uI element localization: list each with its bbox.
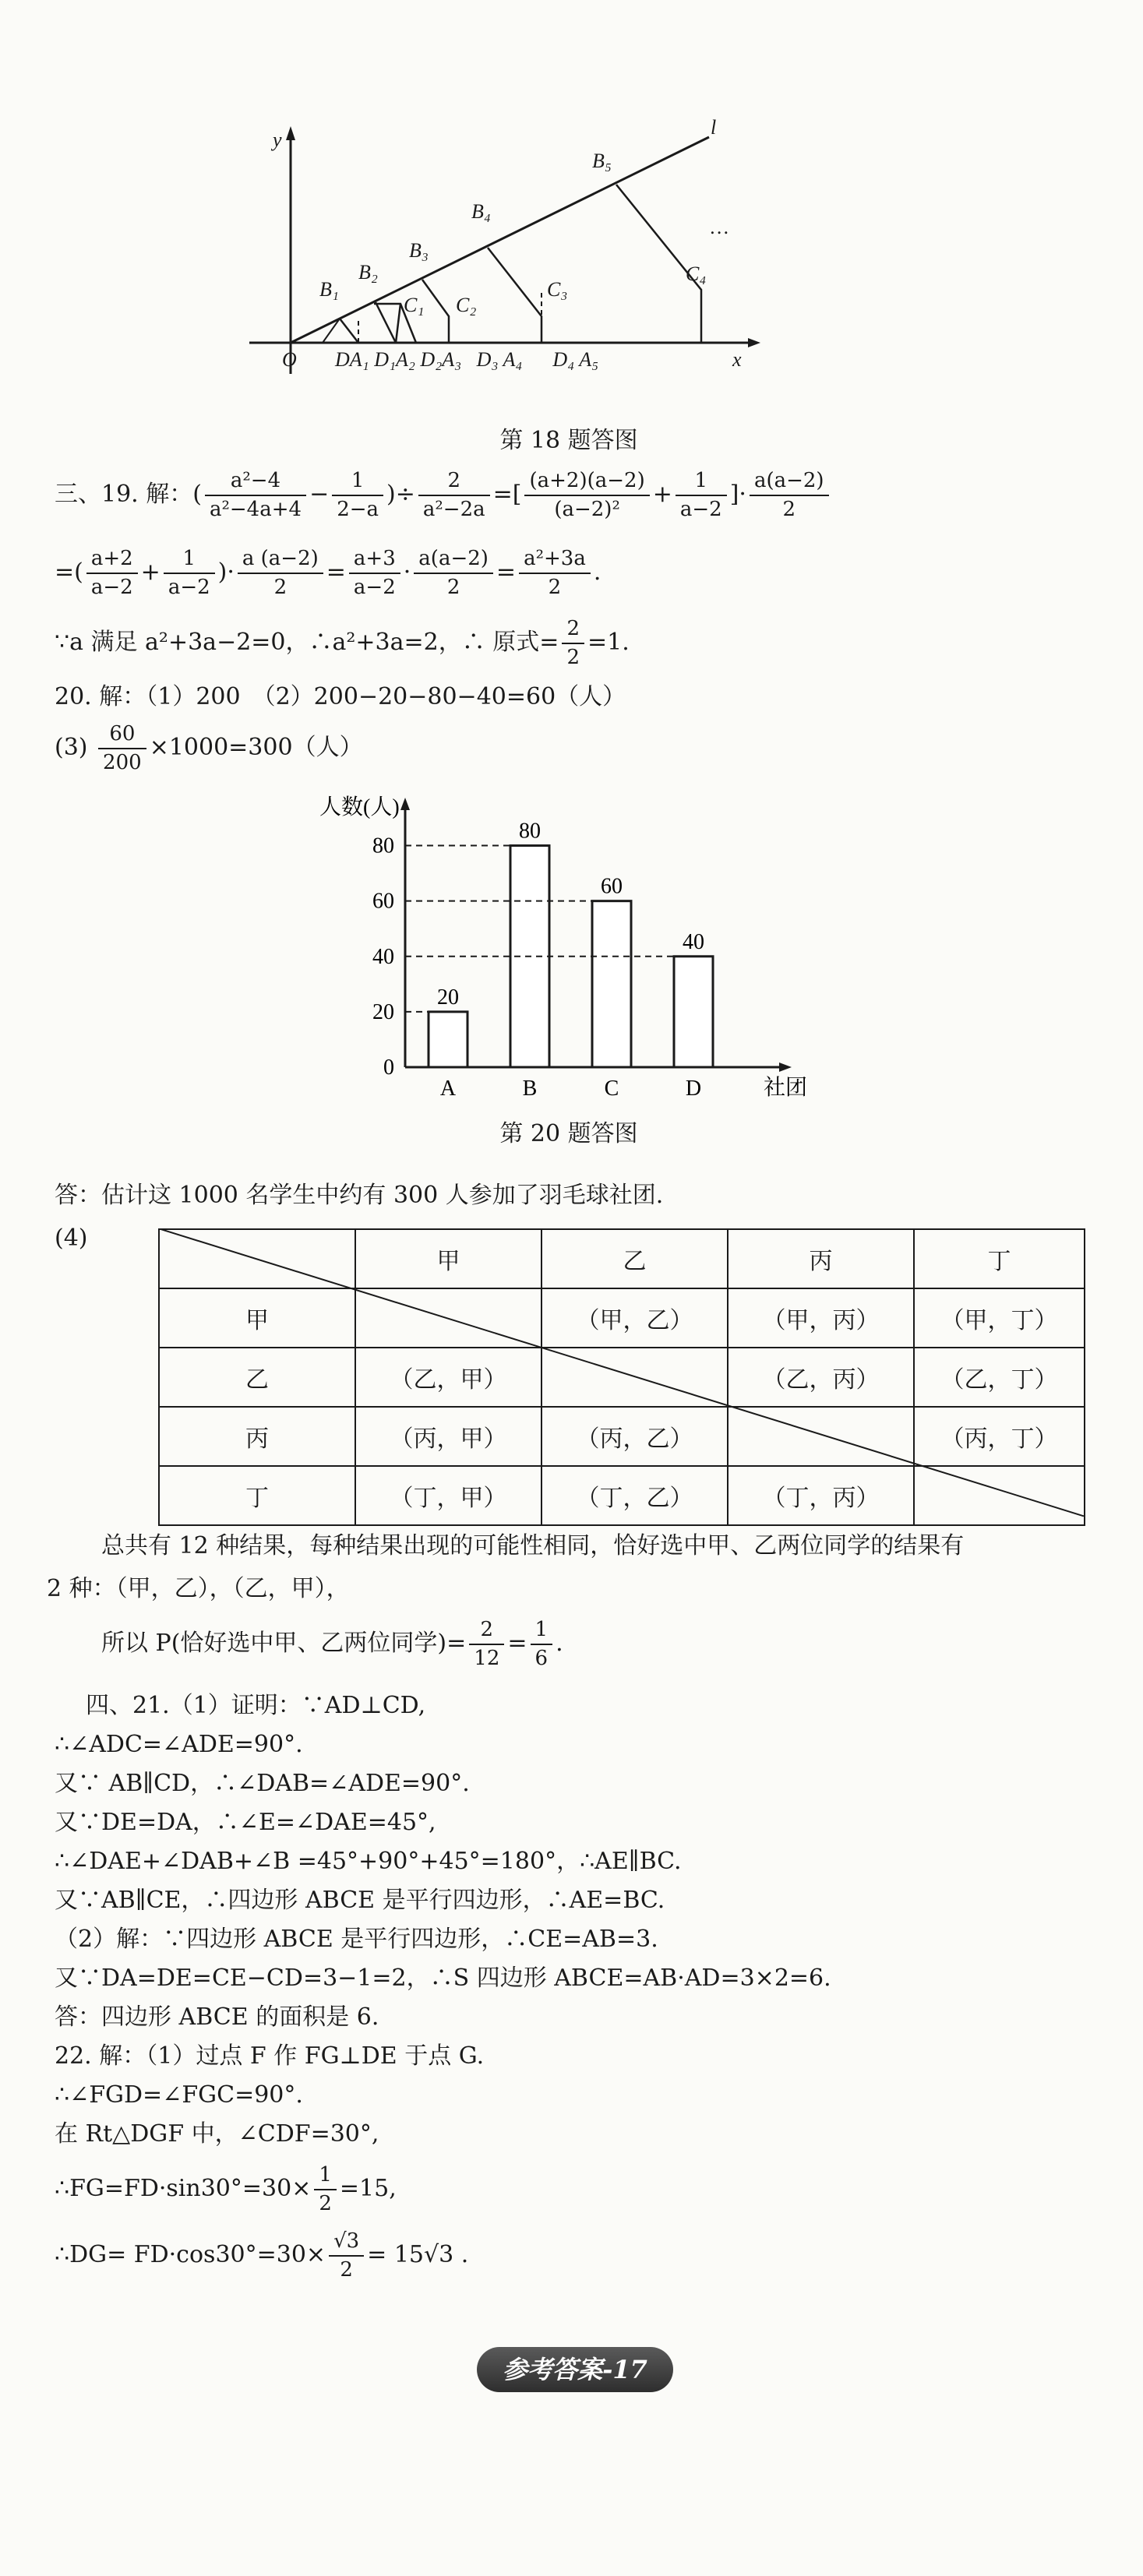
table-cell: 丙 [728, 1229, 914, 1288]
table-row [159, 1407, 1085, 1466]
q19-line1: 三、19. 解：( $\frac{\text{a²−4}}{\text{a²−4a+4}}$ − $\frac{1}{2-a}$ )÷ $\frac{2}{\text{a²−2a}}$ =[ $\frac{(a+2)(a-2)}{\text{(a−2)²}}$ + $\frac{1}{a-2}$ ]· $\frac{a(a-2)}{2}$ [55, 467, 832, 523]
table-cell: （乙，丙） [728, 1348, 914, 1407]
table-cell: （丁，乙） [542, 1466, 728, 1525]
chart-category-label: C [604, 1077, 619, 1098]
table-cell: （丙，乙） [542, 1407, 728, 1466]
chart-bar [674, 957, 713, 1067]
chart-data-label: 20 [437, 985, 459, 1010]
label-dots: … [711, 216, 729, 238]
label-l: l [711, 117, 717, 139]
figure-18 [234, 117, 779, 389]
chart-category-label: A [439, 1077, 457, 1098]
q21-line: ∴∠DAE+∠DAB+∠B =45°+90°+45°=180°，∴AE∥BC. [55, 1848, 682, 1875]
chart-bar [592, 901, 631, 1067]
q20-probability: 所以 P(恰好选中甲、乙两位同学)= $\frac{2}{12}$ = $\frac{1}{6}$ . [101, 1618, 563, 1671]
label-B1: B₁ [319, 278, 339, 301]
table-cell: 甲 [159, 1288, 355, 1348]
chart-ytick-label: 60 [372, 889, 394, 914]
q22-fg: ∴FG=FD·sin30°=30× $\frac{1}{2}$ =15, [55, 2163, 397, 2216]
table-row [159, 1348, 1085, 1407]
table-cell [159, 1229, 355, 1288]
table-row [159, 1288, 1085, 1348]
footer-page-badge: 参考答案-17 [477, 2347, 673, 2392]
q20-conclusion1: 总共有 12 种结果，每种结果出现的可能性相同，恰好选中甲、乙两位同学的结果有 [101, 1532, 965, 1559]
table-cell: 甲 [355, 1229, 542, 1288]
label-C4: C₄ [686, 263, 707, 285]
table-row [159, 1466, 1085, 1525]
label-B4: B₄ [471, 200, 491, 223]
q21-line: 答：四边形 ABCE 的面积是 6. [55, 2003, 379, 2031]
q19-line2: =( $\frac{a+2}{a-2}$ + $\frac{1}{a-2}$ )· $\frac{a (a-2)}{2}$ = $\frac{a+3}{a-2}$ · $\frac{a(a-2)}{2}$ = $\frac{\text{a²+3a}}{2}$ . [55, 547, 601, 600]
table-cell [355, 1288, 542, 1348]
figure-18-caption: 第 18 题答图 [499, 427, 638, 454]
q21-line: 又∵DA=DE=CE−CD=3−1=2，∴S 四边形 ABCE=AB·AD=3×2=6. [55, 1965, 831, 1992]
q22-line: 在 Rt△DGF 中，∠CDF=30°, [55, 2120, 379, 2148]
q21-line: （2）解：∵四边形 ABCE 是平行四边形，∴CE=AB=3. [55, 1926, 658, 1953]
table-cell: （乙，甲） [355, 1348, 542, 1407]
q22-line: ∴∠FGD=∠FGC=90°. [55, 2081, 303, 2109]
label-C3: C₃ [547, 278, 568, 301]
q20-line1: 20. 解：（1）200 （2）200−20−80−40=60（人） [55, 683, 626, 710]
table-cell [728, 1407, 914, 1466]
q21-line: 又∵ AB∥CD，∴∠DAB=∠ADE=90°. [55, 1770, 470, 1797]
label-y: y [273, 129, 282, 151]
chart-ytick-label: 40 [372, 944, 394, 969]
label-C1: C₁ [404, 294, 425, 316]
table-cell [542, 1348, 728, 1407]
table-cell: （甲，乙） [542, 1288, 728, 1348]
q20-answer: 答：估计这 1000 名学生中约有 300 人参加了羽毛球社团. [55, 1182, 664, 1209]
table-cell: 丁 [159, 1466, 355, 1525]
table-cell: （甲，丙） [728, 1288, 914, 1348]
chart-data-label: 80 [519, 819, 541, 844]
chart-xlabel: 社团 [764, 1076, 808, 1098]
label-O: O [282, 348, 297, 371]
label-B2: B₂ [358, 261, 378, 284]
figure-20-caption: 第 20 题答图 [499, 1120, 638, 1147]
table-cell [914, 1466, 1085, 1525]
chart-ytick-label: 80 [372, 833, 394, 858]
q19-line3: ∵a 满足 a²+3a−2=0，∴a²+3a=2，∴ 原式= $\frac{2}{2}$ =1. [55, 617, 630, 670]
table-cell: 乙 [159, 1348, 355, 1407]
table-cell: （丙，丁） [914, 1407, 1085, 1466]
table-cell: 丁 [914, 1229, 1085, 1288]
label-bottom-points: DA₁ D₁A₂ D₂A₃ D₃ A₄ D₄ A₅ [335, 348, 599, 371]
q20-line2: (3) $\frac{60}{200}$ ×1000=300（人） [55, 722, 363, 775]
chart-ytick-label: 0 [383, 1055, 394, 1080]
q21-line: 又∵AB∥CE，∴四边形 ABCE 是平行四边形，∴AE=BC. [55, 1887, 665, 1914]
chart-category-label: B [522, 1077, 538, 1098]
figure-20-bar-chart [312, 787, 826, 1098]
table-cell: 丙 [159, 1407, 355, 1466]
q20-part4-label: (4) [55, 1225, 88, 1252]
table-cell: 乙 [542, 1229, 728, 1288]
label-x: x [732, 348, 742, 371]
q21-line: ∴∠ADC=∠ADE=90°. [55, 1731, 303, 1758]
chart-bar [429, 1012, 467, 1067]
q22-line: 22. 解：（1）过点 F 作 FG⊥DE 于点 G. [55, 2042, 485, 2070]
chart-category-label: D [685, 1077, 702, 1098]
outcome-table-wrapper [158, 1228, 1085, 1517]
label-C2: C₂ [456, 294, 477, 316]
table-cell: （甲，丁） [914, 1288, 1085, 1348]
chart-y-arrow [400, 798, 410, 810]
q20-conclusion2: 2 种：（甲，乙），（乙，甲）， [47, 1575, 350, 1602]
table-cell: （丙，甲） [355, 1407, 542, 1466]
table-row [159, 1229, 1085, 1288]
chart-data-label: 60 [601, 874, 623, 899]
chart-ylabel: 人数(人) [319, 795, 400, 819]
label-B3: B₃ [409, 239, 429, 262]
chart-x-arrow [779, 1062, 792, 1072]
q21-line: 四、21.（1）证明：∵AD⊥CD, [86, 1692, 426, 1719]
chart-data-label: 40 [683, 929, 704, 954]
label-B5: B₅ [592, 150, 612, 172]
table-cell: （乙，丁） [914, 1348, 1085, 1407]
table-cell: （丁，丙） [728, 1466, 914, 1525]
outcome-table [158, 1228, 1085, 1526]
chart-ytick-label: 20 [372, 999, 394, 1024]
table-cell: （丁，甲） [355, 1466, 542, 1525]
q22-dg: ∴DG= FD·cos30°=30× $\frac{√3}{2}$ = 15√3 . [55, 2229, 469, 2282]
q21-line: 又∵DE=DA，∴∠E=∠DAE=45°, [55, 1809, 436, 1836]
